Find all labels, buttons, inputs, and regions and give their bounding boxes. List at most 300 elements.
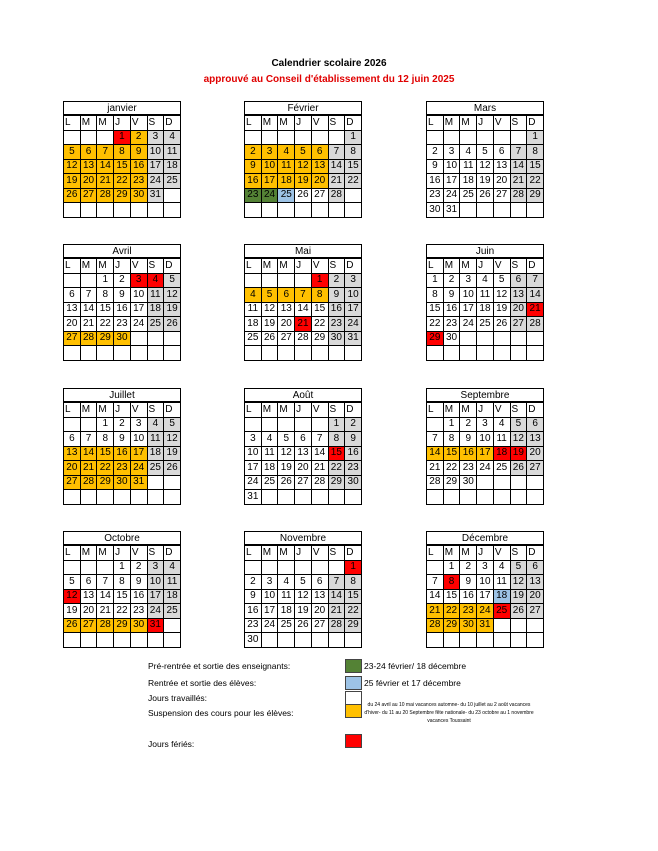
weekday-header: M xyxy=(443,116,460,131)
empty-cell xyxy=(64,203,81,218)
day-cell: 12 xyxy=(164,432,181,447)
empty-cell xyxy=(460,130,477,145)
empty-cell xyxy=(311,633,328,648)
day-cell: 29 xyxy=(345,618,362,633)
day-cell: 19 xyxy=(493,302,510,317)
day-cell: 10 xyxy=(460,288,477,303)
day-cell: 9 xyxy=(114,432,131,447)
day-cell: 3 xyxy=(147,130,164,145)
day-cell: 25 xyxy=(493,604,510,619)
empty-cell xyxy=(311,130,328,145)
weekday-header: V xyxy=(493,546,510,561)
day-cell: 24 xyxy=(130,461,147,476)
day-cell: 13 xyxy=(527,575,544,590)
day-cell: 21 xyxy=(97,604,114,619)
empty-cell xyxy=(527,633,544,648)
day-cell: 25 xyxy=(164,604,181,619)
day-cell: 6 xyxy=(80,145,97,160)
empty-cell xyxy=(80,346,97,361)
day-cell: 14 xyxy=(427,589,444,604)
day-cell: 7 xyxy=(97,145,114,160)
month-grid xyxy=(244,258,362,361)
day-cell: 5 xyxy=(295,145,312,160)
month-name: Février xyxy=(244,101,362,115)
empty-cell xyxy=(97,490,114,505)
day-cell: 23 xyxy=(130,604,147,619)
day-cell: 21 xyxy=(328,604,345,619)
day-cell: 24 xyxy=(261,618,278,633)
day-cell: 27 xyxy=(311,188,328,203)
day-cell: 8 xyxy=(97,288,114,303)
day-cell: 12 xyxy=(261,302,278,317)
legend-jours-travailles-swatch xyxy=(345,691,362,705)
day-cell: 21 xyxy=(295,317,312,332)
day-cell: 19 xyxy=(510,446,527,461)
weekday-header: J xyxy=(114,403,131,418)
empty-cell xyxy=(295,490,312,505)
empty-cell xyxy=(493,130,510,145)
day-cell: 5 xyxy=(261,288,278,303)
day-cell: 23 xyxy=(460,461,477,476)
empty-cell xyxy=(510,130,527,145)
day-cell: 29 xyxy=(311,331,328,346)
day-cell: 31 xyxy=(245,490,262,505)
day-cell: 2 xyxy=(114,417,131,432)
day-cell: 15 xyxy=(97,302,114,317)
day-cell: 26 xyxy=(164,317,181,332)
empty-cell xyxy=(527,490,544,505)
day-cell: 31 xyxy=(130,475,147,490)
day-cell: 6 xyxy=(64,432,81,447)
day-cell: 5 xyxy=(510,560,527,575)
day-cell: 30 xyxy=(130,188,147,203)
empty-cell xyxy=(278,490,295,505)
weekday-header: V xyxy=(493,259,510,274)
day-cell: 25 xyxy=(245,331,262,346)
empty-cell xyxy=(130,346,147,361)
day-cell: 3 xyxy=(443,145,460,160)
empty-cell xyxy=(147,346,164,361)
empty-cell xyxy=(510,633,527,648)
empty-cell xyxy=(493,203,510,218)
day-cell: 22 xyxy=(328,461,345,476)
day-cell: 6 xyxy=(493,145,510,160)
day-cell: 12 xyxy=(64,589,81,604)
empty-cell xyxy=(80,273,97,288)
day-cell: 14 xyxy=(328,589,345,604)
day-cell: 9 xyxy=(245,159,262,174)
weekday-header: D xyxy=(345,403,362,418)
weekday-header: J xyxy=(477,259,494,274)
month-grid xyxy=(426,258,544,361)
empty-cell xyxy=(147,475,164,490)
day-cell: 4 xyxy=(164,560,181,575)
day-cell: 4 xyxy=(245,288,262,303)
day-cell: 23 xyxy=(328,317,345,332)
empty-cell xyxy=(460,490,477,505)
day-cell: 30 xyxy=(328,331,345,346)
weekday-header: M xyxy=(261,546,278,561)
day-cell: 29 xyxy=(114,618,131,633)
day-cell: 13 xyxy=(80,159,97,174)
weekday-header: V xyxy=(311,259,328,274)
weekday-header: S xyxy=(510,259,527,274)
month-grid xyxy=(426,402,544,505)
empty-cell xyxy=(527,475,544,490)
day-cell: 23 xyxy=(245,188,262,203)
day-cell: 20 xyxy=(311,174,328,189)
day-cell: 13 xyxy=(64,302,81,317)
day-cell: 31 xyxy=(147,188,164,203)
day-cell: 14 xyxy=(80,302,97,317)
day-cell: 29 xyxy=(443,618,460,633)
day-cell: 1 xyxy=(114,560,131,575)
day-cell: 29 xyxy=(427,331,444,346)
day-cell: 22 xyxy=(443,461,460,476)
day-cell: 11 xyxy=(261,446,278,461)
weekday-header: J xyxy=(295,116,312,131)
day-cell: 23 xyxy=(245,618,262,633)
day-cell: 23 xyxy=(130,174,147,189)
month-grid xyxy=(63,545,181,648)
empty-cell xyxy=(328,560,345,575)
day-cell: 1 xyxy=(97,417,114,432)
day-cell: 14 xyxy=(527,288,544,303)
day-cell: 17 xyxy=(443,174,460,189)
day-cell: 4 xyxy=(477,273,494,288)
calendar-subtitle: approuvé au Conseil d'établissement du 12 juin 2025 xyxy=(203,74,455,85)
day-cell: 10 xyxy=(130,432,147,447)
day-cell: 25 xyxy=(261,475,278,490)
day-cell: 4 xyxy=(147,273,164,288)
empty-cell xyxy=(328,130,345,145)
empty-cell xyxy=(164,618,181,633)
empty-cell xyxy=(311,346,328,361)
weekday-header: M xyxy=(97,116,114,131)
day-cell: 3 xyxy=(130,417,147,432)
day-cell: 10 xyxy=(261,159,278,174)
day-cell: 4 xyxy=(493,560,510,575)
weekday-header: S xyxy=(328,259,345,274)
day-cell: 24 xyxy=(345,317,362,332)
day-cell: 15 xyxy=(345,159,362,174)
day-cell: 22 xyxy=(443,604,460,619)
day-cell: 12 xyxy=(510,575,527,590)
day-cell: 2 xyxy=(443,273,460,288)
empty-cell xyxy=(64,346,81,361)
day-cell: 22 xyxy=(345,174,362,189)
empty-cell xyxy=(328,490,345,505)
day-cell: 19 xyxy=(477,174,494,189)
empty-cell xyxy=(345,633,362,648)
day-cell: 1 xyxy=(443,560,460,575)
day-cell: 13 xyxy=(311,159,328,174)
month-3 xyxy=(63,244,181,361)
day-cell: 18 xyxy=(477,302,494,317)
weekday-header: M xyxy=(278,403,295,418)
day-cell: 24 xyxy=(147,604,164,619)
empty-cell xyxy=(427,346,444,361)
weekday-header: M xyxy=(443,546,460,561)
day-cell: 2 xyxy=(130,560,147,575)
day-cell: 27 xyxy=(493,188,510,203)
empty-cell xyxy=(64,273,81,288)
day-cell: 3 xyxy=(147,560,164,575)
month-8 xyxy=(426,388,544,505)
weekday-header: J xyxy=(114,259,131,274)
weekday-header: S xyxy=(328,403,345,418)
day-cell: 22 xyxy=(97,461,114,476)
day-cell: 7 xyxy=(510,145,527,160)
day-cell: 6 xyxy=(527,560,544,575)
day-cell: 22 xyxy=(345,604,362,619)
day-cell: 7 xyxy=(80,288,97,303)
weekday-header: M xyxy=(278,259,295,274)
day-cell: 31 xyxy=(477,618,494,633)
day-cell: 31 xyxy=(147,618,164,633)
legend-rentree-value: 25 février et 17 décembre xyxy=(364,678,461,688)
month-6 xyxy=(63,388,181,505)
day-cell: 31 xyxy=(443,203,460,218)
day-cell: 18 xyxy=(147,446,164,461)
weekday-header: D xyxy=(345,546,362,561)
month-grid xyxy=(426,115,544,218)
weekday-header: M xyxy=(261,259,278,274)
day-cell: 21 xyxy=(80,317,97,332)
weekday-header: M xyxy=(278,116,295,131)
empty-cell xyxy=(427,560,444,575)
month-grid xyxy=(426,545,544,648)
day-cell: 27 xyxy=(80,188,97,203)
day-cell: 22 xyxy=(97,317,114,332)
day-cell: 12 xyxy=(295,589,312,604)
month-grid xyxy=(63,115,181,218)
day-cell: 17 xyxy=(147,159,164,174)
weekday-header: D xyxy=(164,116,181,131)
day-cell: 17 xyxy=(147,589,164,604)
day-cell: 28 xyxy=(427,475,444,490)
empty-cell xyxy=(477,331,494,346)
day-cell: 10 xyxy=(477,432,494,447)
day-cell: 29 xyxy=(527,188,544,203)
day-cell: 16 xyxy=(460,446,477,461)
legend-rentree-label: Rentrée et sortie des élèves: xyxy=(148,678,257,688)
day-cell: 24 xyxy=(477,461,494,476)
empty-cell xyxy=(278,560,295,575)
empty-cell xyxy=(493,633,510,648)
day-cell: 8 xyxy=(328,432,345,447)
day-cell: 8 xyxy=(345,145,362,160)
day-cell: 22 xyxy=(311,317,328,332)
weekday-header: M xyxy=(80,546,97,561)
day-cell: 30 xyxy=(345,475,362,490)
day-cell: 27 xyxy=(64,331,81,346)
empty-cell xyxy=(443,490,460,505)
day-cell: 5 xyxy=(510,417,527,432)
empty-cell xyxy=(295,273,312,288)
day-cell: 5 xyxy=(278,432,295,447)
day-cell: 6 xyxy=(311,145,328,160)
day-cell: 11 xyxy=(493,575,510,590)
day-cell: 9 xyxy=(345,432,362,447)
day-cell: 5 xyxy=(477,145,494,160)
month-5 xyxy=(426,244,544,361)
weekday-header: J xyxy=(114,116,131,131)
day-cell: 16 xyxy=(130,589,147,604)
month-name: Juin xyxy=(426,244,544,258)
day-cell: 1 xyxy=(427,273,444,288)
empty-cell xyxy=(295,130,312,145)
weekday-header: M xyxy=(443,403,460,418)
day-cell: 5 xyxy=(164,273,181,288)
month-grid xyxy=(244,402,362,505)
day-cell: 7 xyxy=(427,575,444,590)
empty-cell xyxy=(147,331,164,346)
day-cell: 3 xyxy=(245,432,262,447)
day-cell: 9 xyxy=(460,575,477,590)
empty-cell xyxy=(477,130,494,145)
day-cell: 9 xyxy=(443,288,460,303)
empty-cell xyxy=(164,346,181,361)
empty-cell xyxy=(427,417,444,432)
empty-cell xyxy=(345,188,362,203)
weekday-header: L xyxy=(245,116,262,131)
legend-suspension-swatch xyxy=(345,704,362,718)
empty-cell xyxy=(345,203,362,218)
day-cell: 17 xyxy=(245,461,262,476)
day-cell: 28 xyxy=(80,475,97,490)
day-cell: 27 xyxy=(311,618,328,633)
day-cell: 9 xyxy=(130,145,147,160)
weekday-header: V xyxy=(130,546,147,561)
day-cell: 15 xyxy=(114,589,131,604)
empty-cell xyxy=(80,417,97,432)
day-cell: 20 xyxy=(311,604,328,619)
day-cell: 28 xyxy=(328,618,345,633)
day-cell: 14 xyxy=(97,159,114,174)
day-cell: 22 xyxy=(114,174,131,189)
day-cell: 26 xyxy=(164,461,181,476)
legend-jours-travailles-label: Jours travaillés: xyxy=(148,693,208,703)
day-cell: 23 xyxy=(114,461,131,476)
day-cell: 11 xyxy=(164,575,181,590)
empty-cell xyxy=(427,633,444,648)
day-cell: 27 xyxy=(278,331,295,346)
day-cell: 19 xyxy=(164,302,181,317)
empty-cell xyxy=(114,203,131,218)
empty-cell xyxy=(510,203,527,218)
day-cell: 11 xyxy=(164,145,181,160)
empty-cell xyxy=(460,346,477,361)
day-cell: 3 xyxy=(261,575,278,590)
day-cell: 20 xyxy=(510,302,527,317)
day-cell: 1 xyxy=(527,130,544,145)
empty-cell xyxy=(261,633,278,648)
day-cell: 27 xyxy=(510,317,527,332)
weekday-header: S xyxy=(510,403,527,418)
calendar-title: Calendrier scolaire 2026 xyxy=(271,58,387,69)
day-cell: 2 xyxy=(427,145,444,160)
day-cell: 26 xyxy=(510,461,527,476)
day-cell: 18 xyxy=(147,302,164,317)
month-grid xyxy=(63,258,181,361)
empty-cell xyxy=(295,417,312,432)
empty-cell xyxy=(477,346,494,361)
day-cell: 13 xyxy=(278,302,295,317)
day-cell: 21 xyxy=(328,174,345,189)
day-cell: 12 xyxy=(64,159,81,174)
empty-cell xyxy=(164,203,181,218)
day-cell: 7 xyxy=(328,145,345,160)
empty-cell xyxy=(164,633,181,648)
weekday-header: J xyxy=(477,403,494,418)
empty-cell xyxy=(245,417,262,432)
legend-pre-rentree-value: 23-24 février/ 18 décembre xyxy=(364,661,467,671)
day-cell: 28 xyxy=(97,188,114,203)
weekday-header: D xyxy=(164,403,181,418)
weekday-header: D xyxy=(164,259,181,274)
empty-cell xyxy=(493,490,510,505)
day-cell: 6 xyxy=(64,288,81,303)
day-cell: 24 xyxy=(460,317,477,332)
day-cell: 8 xyxy=(427,288,444,303)
day-cell: 10 xyxy=(147,145,164,160)
day-cell: 10 xyxy=(261,589,278,604)
weekday-header: V xyxy=(130,259,147,274)
day-cell: 7 xyxy=(80,432,97,447)
empty-cell xyxy=(278,130,295,145)
day-cell: 14 xyxy=(510,159,527,174)
day-cell: 24 xyxy=(130,317,147,332)
day-cell: 6 xyxy=(527,417,544,432)
empty-cell xyxy=(80,203,97,218)
day-cell: 30 xyxy=(130,618,147,633)
day-cell: 24 xyxy=(147,174,164,189)
month-11 xyxy=(426,531,544,648)
weekday-header: L xyxy=(427,259,444,274)
month-name: Août xyxy=(244,388,362,402)
empty-cell xyxy=(164,475,181,490)
day-cell: 15 xyxy=(427,302,444,317)
empty-cell xyxy=(295,203,312,218)
day-cell: 30 xyxy=(245,633,262,648)
day-cell: 8 xyxy=(97,432,114,447)
weekday-header: J xyxy=(477,546,494,561)
day-cell: 21 xyxy=(510,174,527,189)
day-cell: 25 xyxy=(164,174,181,189)
day-cell: 29 xyxy=(328,475,345,490)
weekday-header: D xyxy=(527,546,544,561)
day-cell: 4 xyxy=(493,417,510,432)
empty-cell xyxy=(345,346,362,361)
day-cell: 5 xyxy=(295,575,312,590)
day-cell: 15 xyxy=(328,446,345,461)
empty-cell xyxy=(443,346,460,361)
day-cell: 7 xyxy=(328,575,345,590)
day-cell: 22 xyxy=(114,604,131,619)
day-cell: 8 xyxy=(527,145,544,160)
day-cell: 8 xyxy=(345,575,362,590)
day-cell: 9 xyxy=(130,575,147,590)
day-cell: 30 xyxy=(114,475,131,490)
day-cell: 16 xyxy=(345,446,362,461)
day-cell: 19 xyxy=(164,446,181,461)
day-cell: 31 xyxy=(345,331,362,346)
day-cell: 8 xyxy=(443,432,460,447)
day-cell: 18 xyxy=(493,589,510,604)
weekday-header: M xyxy=(460,546,477,561)
empty-cell xyxy=(130,633,147,648)
